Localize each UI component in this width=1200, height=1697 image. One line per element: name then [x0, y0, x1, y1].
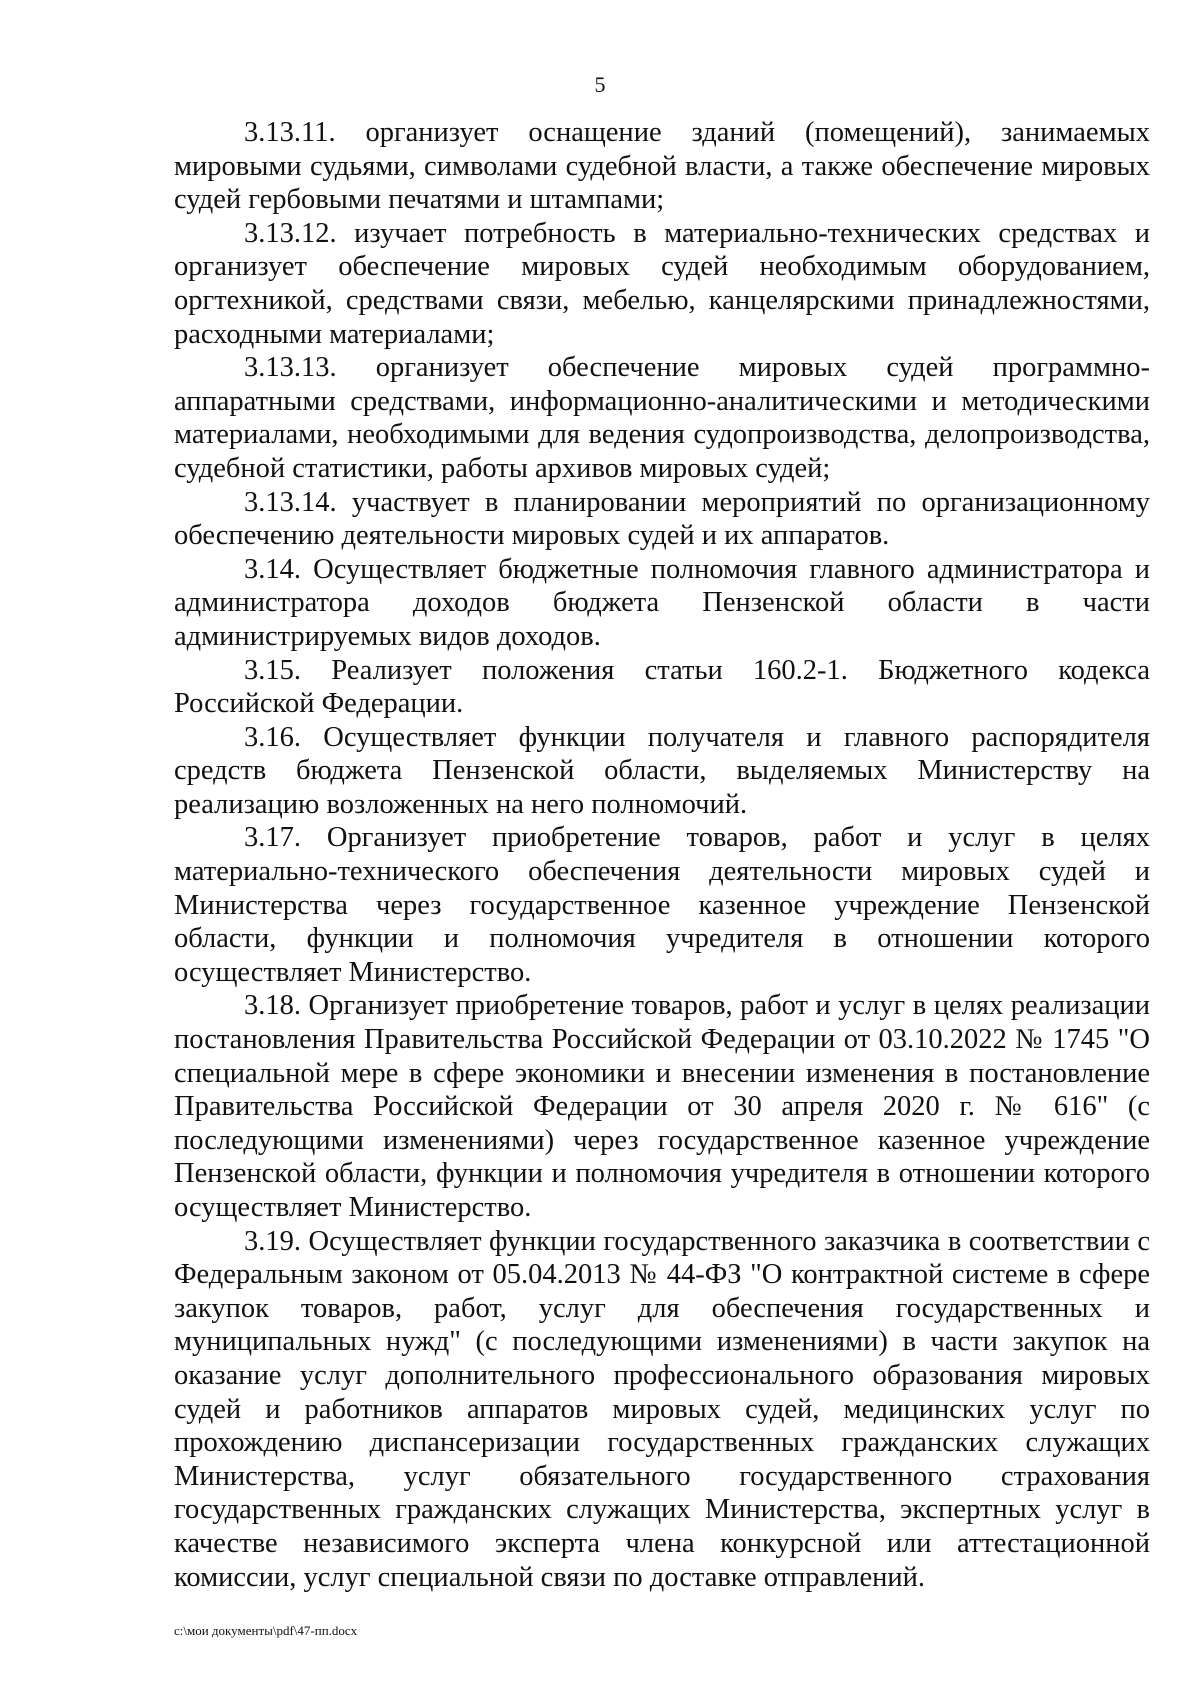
paragraph-3-15: 3.15. Реализует положения статьи 160.2-1. Бюджетного кодекса Российской Федерации.: [174, 654, 1150, 720]
paragraph-3-16: 3.16. Осуществляет функции получателя и главного распорядителя средств бюджета Пензенской области, выделяемых Министерству на реализацию возложенных на него полномочий.: [174, 721, 1150, 820]
paragraph-3-19: 3.19. Осуществляет функции государственного заказчика в соответствии с Федеральным законом от 05.04.2013 № 44-ФЗ "О контрактной системе в сфере закупок товаров, работ, услуг для обеспечения государственных и муниципальных нужд" (с последующими изменениями) в части закупок на оказание услуг дополнительного профессионального образования мировых судей и работников аппаратов мировых судей, медицинских услуг по прохождению диспансеризации государственных гражданских служащих Министерства, услуг обязательного государственного страхования государственных гражданских служащих Министерства, экспертных услуг в качестве независимого эксперта члена конкурсной или аттестационной комиссии, услуг специальной связи по доставке отправлений.: [174, 1225, 1150, 1593]
document-body: [174, 116, 1150, 1594]
paragraph-3-13-12: 3.13.12. изучает потребность в материально-технических средствах и организует обеспечение мировых судей необходимым оборудованием, оргтехникой, средствами связи, мебелью, канцелярскими принадлежностями, расходными материалами;: [174, 217, 1150, 350]
paragraph-3-14: 3.14. Осуществляет бюджетные полномочия главного администратора и администратора доходов бюджета Пензенской области в части администрируемых видов доходов.: [174, 553, 1150, 652]
footer-file-path: c:\мои документы\pdf\47-пп.docx: [174, 1623, 358, 1638]
paragraph-3-18: 3.18. Организует приобретение товаров, работ и услуг в целях реализации постановления Правительства Российской Федерации от 03.10.2022 № 1745 "О специальной мере в сфере экономики и внесении изменения в постановление Правительства Российской Федерации от 30 апреля 2020 г. № 616" (с последующими изменениями) через государственное казенное учреждение Пензенской области, функции и полномочия учредителя в отношении которого осуществляет Министерство.: [174, 990, 1150, 1223]
page-number: 5: [594, 72, 606, 97]
paragraph-3-17: 3.17. Организует приобретение товаров, работ и услуг в целях материально-технического обеспечения деятельности мировых судей и Министерства через государственное казенное учреждение Пензенской области, функции и полномочия учредителя в отношении которого осуществляет Министерство.: [174, 822, 1150, 988]
paragraph-3-13-13: 3.13.13. организует обеспечение мировых судей программно-аппаратными средствами, информационно-аналитическими и методическими материалами, необходимыми для ведения судопроизводства, делопроизводства, судебной статистики, работы архивов мировых судей;: [174, 352, 1150, 484]
paragraph-3-13-14: 3.13.14. участвует в планировании мероприятий по организационному обеспечению деятельности мировых судей и их аппаратов.: [174, 486, 1150, 552]
paragraph-3-13-11: 3.13.11. организует оснащение зданий (помещений), занимаемых мировыми судьями, символами судебной власти, а также обеспечение мировых судей гербовыми печатями и штампами;: [174, 117, 1150, 216]
